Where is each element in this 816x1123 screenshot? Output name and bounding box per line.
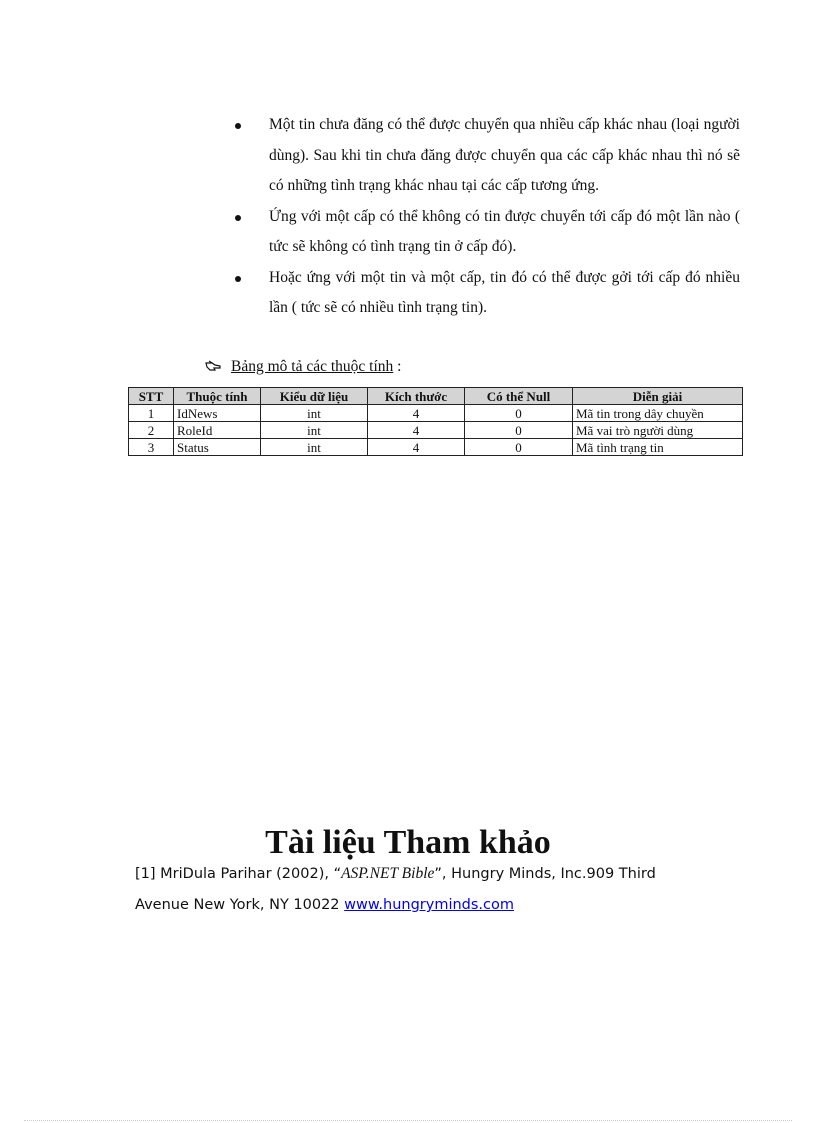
- table-cell: 3: [129, 439, 174, 456]
- table-cell: Mã tình trạng tin: [573, 439, 743, 456]
- table-cell: int: [261, 422, 368, 439]
- table-cell: 0: [465, 422, 573, 439]
- table-row: [129, 405, 743, 422]
- table-cell: Mã vai trò người dùng: [573, 422, 743, 439]
- table-row: [129, 439, 743, 456]
- table-header-row: [129, 388, 743, 405]
- column-header: Thuộc tính: [174, 388, 261, 405]
- attribute-table: [128, 387, 743, 456]
- column-header: STT: [129, 388, 174, 405]
- pointing-hand-icon: [205, 360, 221, 372]
- table-cell: int: [261, 405, 368, 422]
- table-caption-suffix: :: [393, 358, 402, 375]
- column-header: Diễn giải: [573, 388, 743, 405]
- references-title: Tài liệu Tham khảo: [265, 823, 551, 861]
- table-cell: 4: [368, 405, 465, 422]
- reference-entry: [135, 858, 695, 921]
- bullet-text: Một tin chưa đăng có thể được chuyển qua nhiều cấp khác nhau (loại người dùng). Sau khi tin chưa đăng được chuyển qua các cấp khác nhau thì nó sẽ có những tình trạng khác nhau tại các cấp tương ứng.: [269, 116, 740, 194]
- list-item: [228, 263, 740, 324]
- reference-link[interactable]: www.hungryminds.com: [344, 897, 515, 913]
- table-cell: Status: [174, 439, 261, 456]
- column-header: Có thể Null: [465, 388, 573, 405]
- table-caption: [205, 355, 401, 379]
- table-cell: Mã tin trong dây chuyền: [573, 405, 743, 422]
- reference-book-title: ASP.NET Bible: [341, 865, 435, 882]
- page-divider: [24, 1120, 792, 1121]
- bullet-dot-icon: [235, 215, 241, 221]
- table-row: [129, 422, 743, 439]
- table-cell: 1: [129, 405, 174, 422]
- table-cell: IdNews: [174, 405, 261, 422]
- reference-prefix: [1] MriDula Parihar (2002), “: [135, 866, 342, 882]
- table-cell: 2: [129, 422, 174, 439]
- bullet-text: Hoặc ứng với một tin và một cấp, tin đó có thể được gởi tới cấp đó nhiều lần ( tức sẽ có nhiều tình trạng tin).: [269, 268, 740, 316]
- bullet-list: [228, 110, 740, 324]
- table-cell: 4: [368, 439, 465, 456]
- table-caption-text: Bảng mô tả các thuộc tính: [231, 358, 394, 375]
- column-header: Kích thước: [368, 388, 465, 405]
- list-item: [228, 202, 740, 263]
- bullet-dot-icon: [235, 123, 241, 129]
- table-cell: int: [261, 439, 368, 456]
- reference-suffix: ”, Hungry Minds, Inc.909 Third Avenue New York, NY 10022: [135, 866, 656, 913]
- table-cell: 0: [465, 439, 573, 456]
- table-cell: 4: [368, 422, 465, 439]
- bullet-dot-icon: [235, 276, 241, 282]
- list-item: [228, 110, 740, 202]
- table-cell: RoleId: [174, 422, 261, 439]
- bullet-text: Ứng với một cấp có thể không có tin được chuyển tới cấp đó một lần nào ( tức sẽ không có tình trạng tin ở cấp đó).: [269, 207, 740, 255]
- table-cell: 0: [465, 405, 573, 422]
- column-header: Kiểu dữ liệu: [261, 388, 368, 405]
